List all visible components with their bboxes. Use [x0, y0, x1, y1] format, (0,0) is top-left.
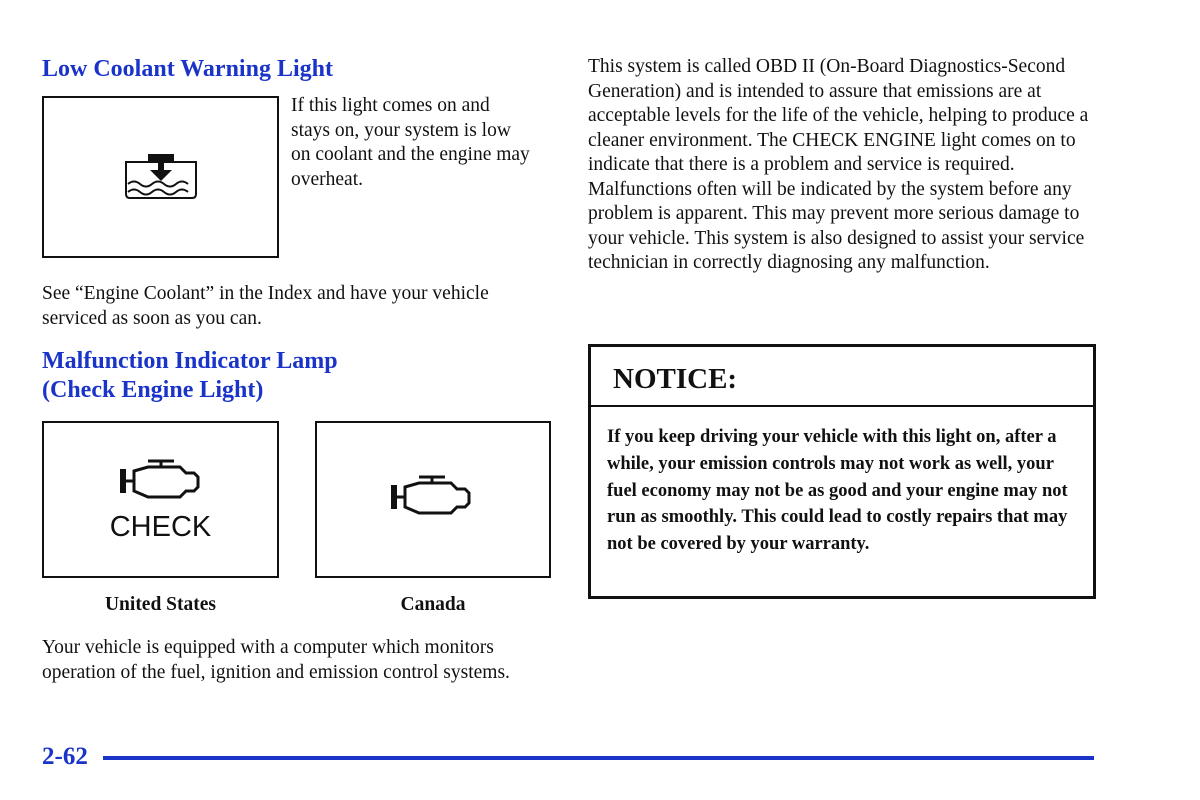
coolant-description: If this light comes on and stays on, your system is low on coolant and the engine may overheat.: [291, 95, 530, 190]
canada-check-engine-box: [315, 421, 551, 578]
caption-canada: Canada: [400, 594, 466, 615]
coolant-level-icon: [44, 98, 277, 256]
check-label: CHECK: [109, 511, 212, 543]
notice-title: NOTICE:: [591, 347, 1093, 407]
notice-text: If you keep driving your vehicle with this light on, after a while, your emission controls may not work as well, your fuel economy may not be as good and your engine may not run as smoothly. This could lead to costly repairs that may not be covered by your warranty.: [607, 427, 1068, 555]
footer-rule: [103, 756, 1094, 760]
mil-heading: [42, 347, 462, 405]
check-engine-icon: [317, 423, 549, 576]
caption-united-states: United States: [104, 594, 217, 615]
obd-description: This system is called OBD II (On-Board Diagnostics-Second Generation) and is intended to assure that emissions are at acceptable levels for the life of the vehicle, helping to produce a cleaner environment. The CHECK ENGINE light comes on to indicate that there is a problem and service is required. Malfunctions often will be indicated by the system before any problem is apparent. This may prevent more serious damage to your vehicle. This system is also designed to assist your service technician in correctly diagnosing any malfunction.: [588, 56, 1089, 273]
check-engine-icon: [44, 423, 277, 513]
us-check-engine-box: [42, 421, 279, 578]
coolant-icon-box: [42, 96, 279, 258]
mil-heading-line1: Malfunction Indicator Lamp: [42, 348, 338, 374]
page-number: 2-62: [42, 743, 88, 770]
notice-box: [588, 344, 1096, 599]
coolant-heading: Low Coolant Warning Light: [42, 56, 333, 82]
coolant-see-index: See “Engine Coolant” in the Index and have your vehicle serviced as soon as you can.: [42, 283, 489, 329]
computer-monitoring-text: Your vehicle is equipped with a computer which monitors operation of the fuel, ignition and emission control systems.: [42, 637, 510, 683]
mil-heading-line2: (Check Engine Light): [42, 377, 264, 403]
